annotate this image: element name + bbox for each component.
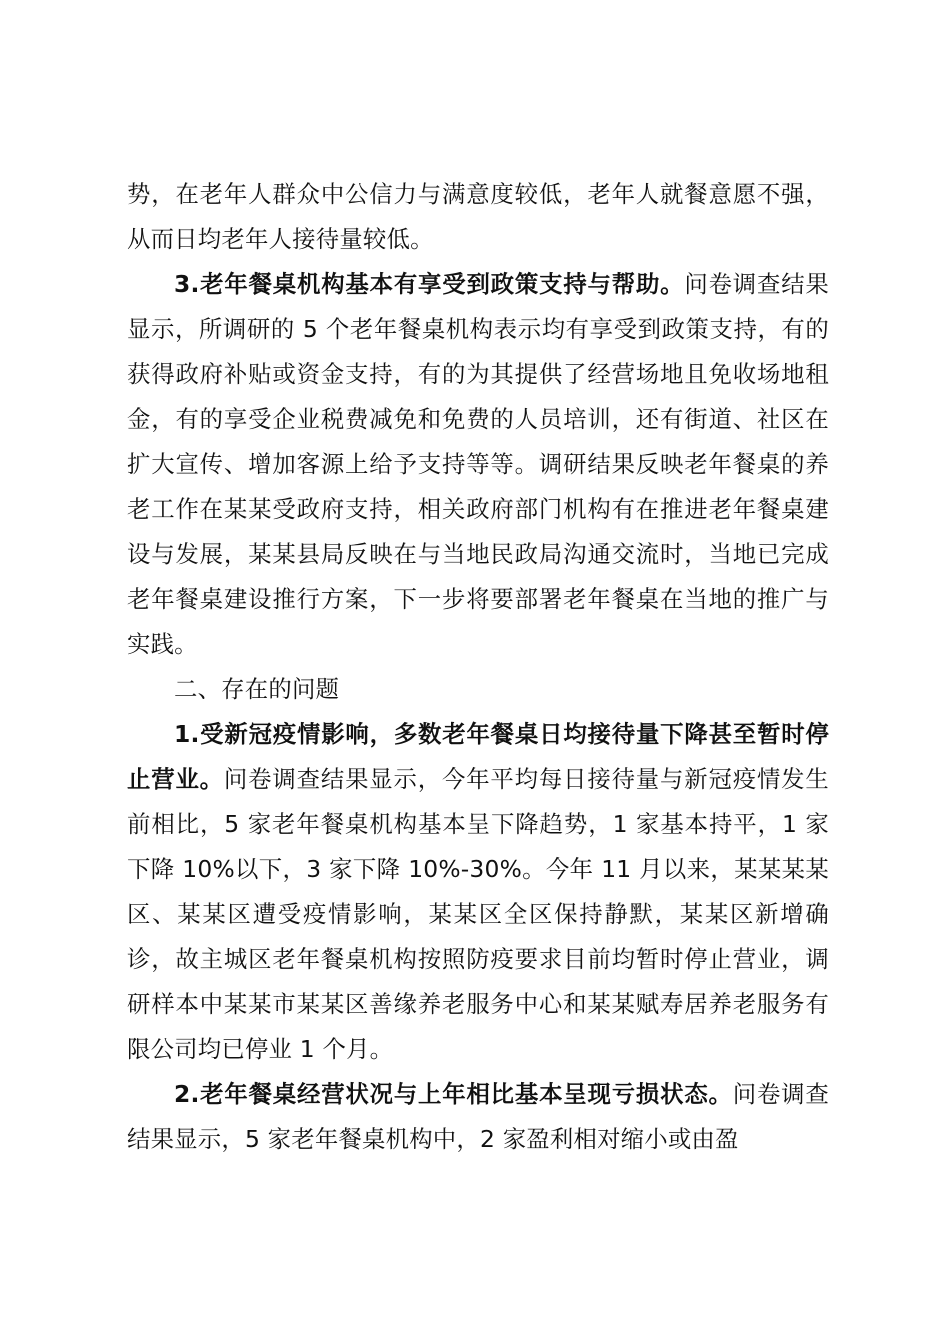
section-heading-problems — [127, 667, 829, 712]
paragraph-policy-support — [127, 262, 829, 667]
paragraph-text: 问卷调查结果显示，5 家老年餐桌机构中，2 家盈利相对缩小或由盈 — [127, 1080, 829, 1153]
paragraph-lead-heading: 1.受新冠疫情影响，多数老年餐桌日均接待量下降甚至暂时停止营业。 — [127, 720, 829, 793]
paragraph-text: 势，在老年人群众中公信力与满意度较低，老年人就餐意愿不强，从而日均老年人接待量较低。 — [127, 180, 829, 253]
paragraph-lead-heading: 3.老年餐桌机构基本有享受到政策支持与帮助。 — [174, 270, 685, 298]
paragraph-text: 问卷调查结果显示，所调研的 5 个老年餐桌机构表示均有享受到政策支持，有的获得政府补贴或资金支持，有的为其提供了经营场地且免收场地租金，有的享受企业税费减免和免费的人员培训，还有街道、社区在扩大宣传、增加客源上给予支持等等。调研结果反映老年餐桌的养老工作在某某受政府支持，相关政府部门机构有在推进老年餐桌建设与发展，某某县局反映在与当地民政局沟通交流时，当地已完成老年餐桌建设推行方案，下一步将要部署老年餐桌在当地的推广与实践。 — [127, 270, 829, 658]
document-body — [127, 172, 829, 1162]
paragraph-text: 问卷调查结果显示，今年平均每日接待量与新冠疫情发生前相比，5 家老年餐桌机构基本呈下降趋势，1 家基本持平，1 家下降 10%以下，3 家下降 10%-30%。今年 11 月以来，某某某某区、某某区遭受疫情影响，某某区全区保持静默，某某区新增确诊，故主城区老年餐桌机构按照防疫要求目前均暂时停止营业，调研样本中某某市某某区善缘养老服务中心和某某赋寿居养老服务有限公司均已停业 1 个月。 — [127, 765, 829, 1063]
paragraph-continuation — [127, 172, 829, 262]
paragraph-operating-losses — [127, 1072, 829, 1162]
paragraph-covid-impact — [127, 712, 829, 1072]
paragraph-lead-heading: 2.老年餐桌经营状况与上年相比基本呈现亏损状态。 — [174, 1080, 733, 1108]
section-heading-text: 二、存在的问题 — [174, 675, 340, 703]
